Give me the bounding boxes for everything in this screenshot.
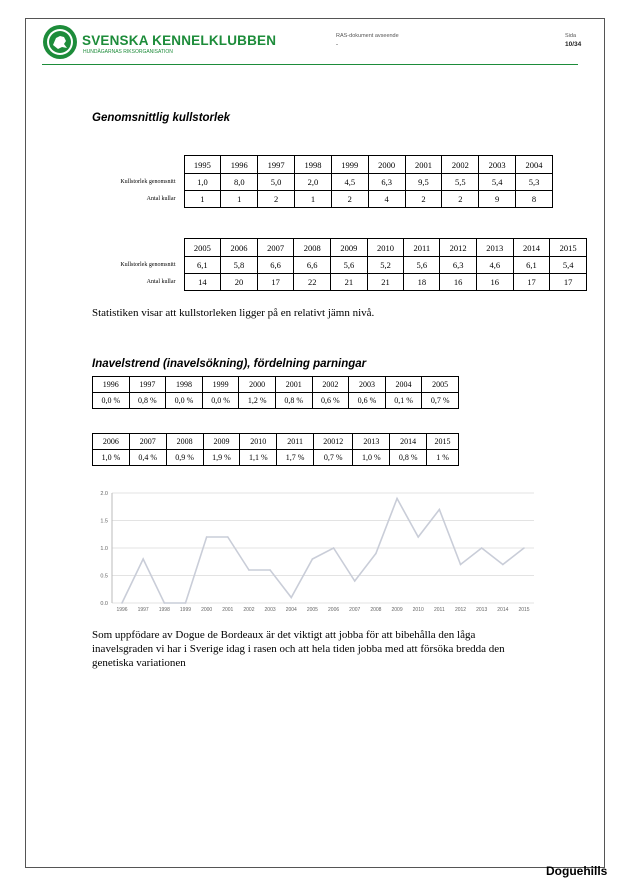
litter-count-cell: 1 — [221, 191, 258, 208]
x-tick-label: 2012 — [454, 607, 467, 613]
data-point — [502, 564, 504, 566]
x-tick-label: 2004 — [285, 607, 297, 613]
org-tagline: HUNDÄGARNAS RIKSORGANISATION — [83, 49, 173, 55]
litter-heading: Genomsnittlig kullstorlek — [92, 112, 231, 124]
inbreeding-value-cell: 0,9 % — [166, 450, 203, 466]
data-point — [269, 569, 271, 571]
year-cell: 2004 — [516, 156, 553, 174]
y-tick-label: 0.0 — [100, 601, 108, 607]
data-point — [439, 509, 441, 511]
year-cell: 1996 — [221, 156, 258, 174]
inbreeding-value-cell: 0,0 % — [166, 393, 203, 409]
data-point — [333, 547, 335, 549]
year-cell: 2009 — [203, 434, 240, 450]
x-tick-label: 2010 — [412, 607, 424, 613]
litter-count-cell: 2 — [331, 191, 368, 208]
year-cell: 2006 — [221, 239, 258, 257]
litter-size-cell: 4,6 — [476, 257, 513, 274]
x-tick-label: 1996 — [116, 607, 128, 613]
litter-size-cell: 6,3 — [440, 257, 477, 274]
year-cell: 1997 — [129, 377, 166, 393]
inbreeding-table-2 — [92, 433, 459, 466]
litter-size-cell: 5,3 — [516, 174, 553, 191]
year-cell: 1997 — [258, 156, 295, 174]
litter-size-cell: 8,0 — [221, 174, 258, 191]
closing-line: Som uppfödare av Dogue de Bordeaux är det viktigt att jobba för att bibehålla den låga — [92, 629, 476, 641]
x-tick-label: 2007 — [349, 607, 361, 613]
doc-value: - — [336, 42, 338, 48]
x-tick-label: 1997 — [137, 607, 149, 613]
year-cell: 2010 — [367, 239, 404, 257]
year-cell: 1999 — [202, 377, 239, 393]
year-cell: 2008 — [166, 434, 203, 450]
year-cell: 2012 — [440, 239, 477, 257]
year-cell: 2002 — [442, 156, 479, 174]
litter-table-1 — [98, 155, 553, 208]
year-cell: 2003 — [479, 156, 516, 174]
litter-size-cell: 5,6 — [404, 257, 440, 274]
data-point — [142, 558, 144, 560]
x-tick-label: 2002 — [243, 607, 255, 613]
year-cell: 2015 — [550, 239, 587, 257]
litter-count-cell: 17 — [513, 274, 550, 291]
year-cell: 1998 — [295, 156, 332, 174]
year-cell: 1999 — [331, 156, 368, 174]
data-point — [206, 536, 208, 538]
litter-size-cell: 5,4 — [479, 174, 516, 191]
litter-table-2 — [98, 238, 587, 291]
litter-count-cell: 16 — [440, 274, 477, 291]
year-cell: 2005 — [184, 239, 221, 257]
year-cell: 2015 — [427, 434, 459, 450]
year-cell: 1998 — [166, 377, 203, 393]
data-point — [354, 580, 356, 582]
inbreeding-value-cell: 1 % — [427, 450, 459, 466]
x-tick-label: 2005 — [306, 607, 318, 613]
data-point — [290, 597, 292, 599]
litter-summary: Statistiken visar att kullstorleken ligger på en relativt jämn nivå. — [92, 307, 375, 319]
y-tick-label: 2.0 — [100, 491, 108, 497]
header-divider — [42, 64, 578, 65]
litter-count-cell: 21 — [367, 274, 404, 291]
doc-label: RAS-dokument avseende — [336, 33, 399, 39]
x-tick-label: 2001 — [222, 607, 234, 613]
year-cell: 2006 — [93, 434, 130, 450]
litter-size-cell: 9,5 — [405, 174, 442, 191]
litter-count-cell: 21 — [331, 274, 368, 291]
litter-count-cell: 1 — [295, 191, 332, 208]
litter-count-cell: 2 — [405, 191, 442, 208]
x-tick-label: 1999 — [179, 607, 192, 613]
closing-line: genetiska variationen — [92, 657, 186, 669]
kennel-club-logo — [42, 24, 78, 60]
year-cell: 2005 — [422, 377, 459, 393]
inbreeding-value-cell: 0,0 % — [202, 393, 239, 409]
year-cell: 2010 — [240, 434, 277, 450]
data-point — [523, 547, 525, 549]
x-tick-label: 2013 — [476, 607, 488, 613]
litter-size-cell: 6,1 — [184, 257, 221, 274]
y-tick-label: 1.0 — [100, 546, 108, 552]
inbreeding-value-cell: 0,0 % — [93, 393, 130, 409]
x-tick-label: 2006 — [328, 607, 340, 613]
inbreeding-value-cell: 0,8 % — [129, 393, 166, 409]
page-label: Sida — [565, 33, 577, 39]
data-point — [164, 602, 166, 604]
litter-size-cell: 6,6 — [257, 257, 294, 274]
litter-size-cell: 4,5 — [331, 174, 368, 191]
x-tick-label: 2000 — [201, 607, 213, 613]
data-point — [375, 553, 377, 555]
y-tick-label: 0.5 — [100, 573, 108, 580]
year-cell: 2013 — [353, 434, 390, 450]
year-cell: 2000 — [368, 156, 405, 174]
litter-count-cell: 22 — [294, 274, 331, 291]
year-cell: 2013 — [476, 239, 513, 257]
year-cell: 1995 — [184, 156, 221, 174]
year-cell: 2004 — [385, 377, 422, 393]
year-cell: 2007 — [257, 239, 294, 257]
year-cell: 2011 — [277, 434, 314, 450]
inbreeding-value-cell: 1,9 % — [203, 450, 240, 466]
year-cell: 1996 — [93, 377, 130, 393]
litter-size-cell: 5,5 — [442, 174, 479, 191]
year-cell: 2001 — [275, 377, 312, 393]
inbreeding-value-cell: 0,1 % — [385, 393, 422, 409]
row-label: Kullstorlek genomsnitt — [120, 262, 176, 268]
inbreeding-value-cell: 0,7 % — [422, 393, 459, 409]
litter-size-cell: 6,6 — [294, 257, 331, 274]
inbreeding-value-cell: 1,2 % — [239, 393, 276, 409]
litter-size-cell: 5,2 — [367, 257, 404, 274]
inbreeding-value-cell: 0,6 % — [312, 393, 349, 409]
litter-count-cell: 2 — [258, 191, 295, 208]
org-name: SVENSKA KENNELKLUBBEN — [82, 33, 277, 48]
inbreeding-value-cell: 0,8 % — [275, 393, 312, 409]
litter-size-cell: 6,1 — [513, 257, 550, 274]
year-cell: 2008 — [294, 239, 331, 257]
data-point — [185, 602, 187, 604]
litter-count-cell: 20 — [221, 274, 258, 291]
data-point — [481, 547, 483, 549]
year-cell: 2000 — [239, 377, 276, 393]
data-point — [460, 564, 462, 566]
data-point — [227, 536, 229, 538]
page-header — [42, 24, 602, 66]
data-point — [417, 536, 419, 538]
y-tick-label: 1.5 — [100, 518, 108, 525]
litter-count-cell: 1 — [184, 191, 221, 208]
x-tick-label: 1998 — [158, 607, 170, 613]
row-label: Antal kullar — [146, 196, 176, 202]
litter-count-cell: 8 — [516, 191, 553, 208]
x-tick-label: 2011 — [433, 607, 445, 613]
litter-count-cell: 16 — [476, 274, 513, 291]
litter-size-cell: 5,6 — [331, 257, 368, 274]
litter-count-cell: 17 — [550, 274, 587, 291]
x-tick-label: 2008 — [370, 607, 382, 613]
year-cell: 2001 — [405, 156, 442, 174]
year-cell: 2007 — [129, 434, 166, 450]
litter-count-cell: 17 — [257, 274, 294, 291]
year-cell: 2002 — [312, 377, 349, 393]
inbreeding-value-cell: 1,0 % — [93, 450, 130, 466]
year-cell: 2014 — [513, 239, 550, 257]
litter-count-cell: 9 — [479, 191, 516, 208]
year-cell: 2009 — [331, 239, 368, 257]
year-cell: 2014 — [390, 434, 427, 450]
inbreeding-value-cell: 1,1 % — [240, 450, 277, 466]
series-line — [122, 499, 524, 604]
inbreeding-value-cell: 0,8 % — [390, 450, 427, 466]
data-point — [248, 569, 250, 571]
x-tick-label: 2015 — [518, 607, 530, 613]
closing-paragraph — [92, 628, 505, 670]
litter-count-cell: 2 — [442, 191, 479, 208]
litter-size-cell: 5,8 — [221, 257, 258, 274]
data-point — [121, 602, 123, 604]
page-number: 10/34 — [565, 41, 582, 48]
inbreeding-value-cell: 0,7 % — [314, 450, 353, 466]
x-tick-label: 2009 — [391, 607, 403, 613]
year-cell: 20012 — [314, 434, 353, 450]
litter-count-cell: 18 — [404, 274, 440, 291]
data-point — [396, 498, 398, 500]
litter-size-cell: 1,0 — [184, 174, 221, 191]
x-tick-label: 2014 — [497, 607, 509, 613]
litter-count-cell: 4 — [368, 191, 405, 208]
watermark-text: Doguehills — [546, 864, 608, 878]
row-label: Antal kullar — [146, 279, 176, 285]
litter-size-cell: 2,0 — [295, 174, 332, 191]
row-label: Kullstorlek genomsnitt — [120, 179, 176, 185]
closing-line: inavelsgraden vi har i Sverige idag i rasen och att hela tiden jobba med att försöka bredda den — [92, 643, 505, 655]
inbreeding-table-1 — [92, 376, 459, 409]
litter-size-cell: 5,4 — [550, 257, 587, 274]
year-cell: 2011 — [404, 239, 440, 257]
litter-size-cell: 5,0 — [258, 174, 295, 191]
inbreeding-line-chart — [94, 485, 544, 615]
inbreeding-value-cell: 1,0 % — [353, 450, 390, 466]
inbreeding-value-cell: 1,7 % — [277, 450, 314, 466]
x-tick-label: 2003 — [264, 607, 276, 613]
inbreeding-heading: Inavelstrend (inavelsökning), fördelning parningar — [92, 358, 367, 370]
litter-size-cell: 6,3 — [368, 174, 405, 191]
data-point — [312, 558, 314, 560]
year-cell: 2003 — [349, 377, 386, 393]
litter-count-cell: 14 — [184, 274, 221, 291]
inbreeding-value-cell: 0,4 % — [129, 450, 166, 466]
inbreeding-value-cell: 0,6 % — [349, 393, 386, 409]
